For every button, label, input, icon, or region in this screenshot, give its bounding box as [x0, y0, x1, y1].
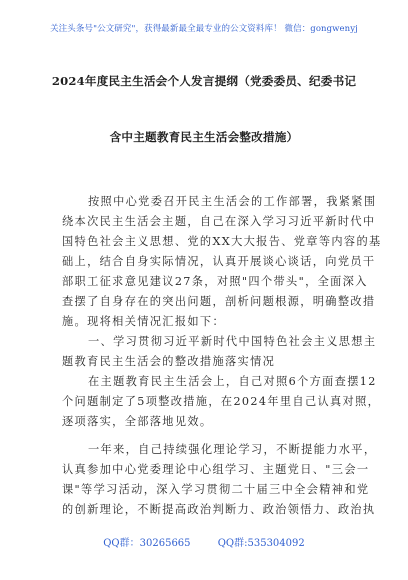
body-line: 一年来，自己持续强化理论学习，不断提能力水平，: [88, 443, 377, 456]
body-line: 逐项落实，全部落地见效。: [62, 415, 213, 428]
body-line: 的创新理论，不断提高政治判断力、政治领悟力、政治执: [62, 503, 376, 516]
body-line: 按照中心党委召开民主生活会的工作部署，我紧紧围: [88, 195, 377, 208]
body-line: 绕本次民主生活会主题，自己在深入学习习近平新时代中: [62, 215, 376, 228]
section-heading-line: 一、学习贯彻习近平新时代中国特色社会主义思想主: [88, 335, 377, 348]
footer-qq-group-1: QQ群：30265665: [103, 538, 191, 549]
body-line: 部职工征求意见建议27条，对照"四个带头"，全面深入: [62, 275, 368, 288]
body-line: 课"等学习活动，深入学习贯彻二十届三中全会精神和党: [62, 483, 370, 496]
section-heading-line: 题教育民主生活会的整改措施落实情况: [62, 355, 276, 368]
body-line: 础上，结合自身实际情况，认真开展谈心谈话，向党员干: [62, 255, 376, 268]
document-title-line-1: 2024年度民主生活会个人发言提纲（党委委员、纪委书记: [51, 74, 357, 88]
document-title-line-2: 含中主题教育民主生活会整改措施）: [109, 130, 299, 144]
body-line: 施。现将相关情况汇报如下：: [62, 315, 225, 328]
body-line: 查摆了自身存在的突出问题，剖析问题根源，明确整改措: [62, 295, 376, 308]
body-line: 个问题制定了5项整改措施，在2024年里自己认真对照，: [62, 395, 381, 408]
body-line: 在主题教育民主生活会上，自己对照6个方面查摆12: [88, 375, 377, 388]
header-banner: 关注头条号"公文研究"，获得最新最全最专业的公文资料库！ 微信：gongwenyj: [50, 24, 358, 34]
footer-qq-group-2: QQ群:535304092: [217, 538, 305, 549]
footer-contacts: [0, 534, 408, 549]
body-line: 认真参加中心党委理论中心组学习、主题党日、"三会一: [62, 463, 370, 476]
body-line: 国特色社会主义思想、党的XX大大报告、党章等内容的基: [62, 235, 382, 248]
